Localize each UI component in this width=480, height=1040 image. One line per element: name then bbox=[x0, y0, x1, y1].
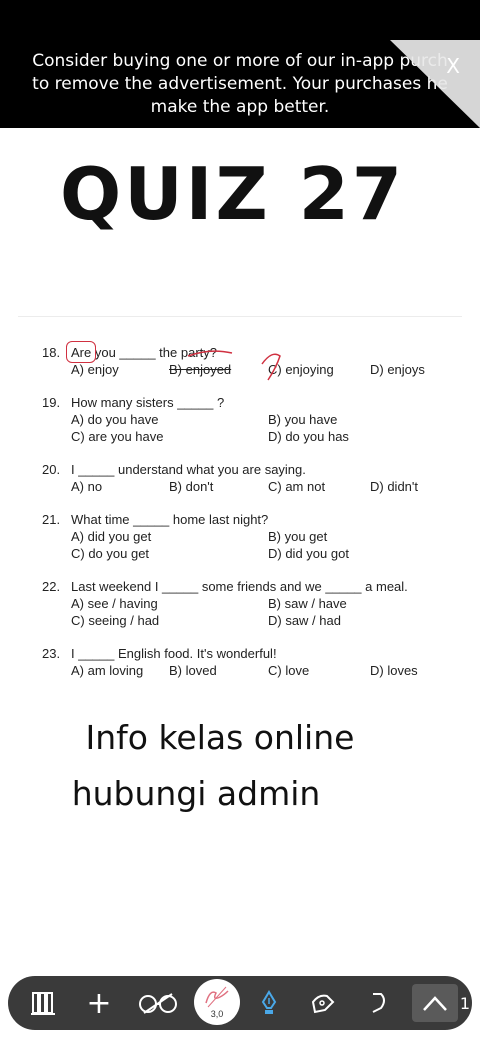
info-line-2: hubungi admin bbox=[71, 774, 321, 813]
question-22 bbox=[42, 579, 442, 628]
pen-size-label: 3,0 bbox=[210, 1009, 224, 1019]
option-c: C) enjoying bbox=[268, 362, 334, 377]
question-number: 23. bbox=[42, 646, 61, 661]
question-19 bbox=[42, 395, 442, 444]
chevron-up-button[interactable] bbox=[412, 984, 458, 1022]
ad-banner[interactable] bbox=[0, 40, 480, 128]
option-a: A) see / having bbox=[71, 596, 158, 611]
question-number: 20. bbox=[42, 462, 61, 477]
option-a: A) did you get bbox=[71, 529, 152, 544]
chevron-up-icon bbox=[412, 984, 458, 1022]
ad-close-corner[interactable] bbox=[390, 40, 480, 128]
question-number: 21. bbox=[42, 512, 61, 527]
info-line-1: Info kelas online bbox=[85, 718, 355, 757]
pen-size-button[interactable] bbox=[194, 979, 240, 1025]
question-21 bbox=[42, 512, 442, 561]
option-c: C) do you get bbox=[71, 546, 150, 561]
question-stem: I _____ understand what you are saying. bbox=[71, 462, 306, 477]
question-stem: How many sisters _____ ? bbox=[71, 395, 225, 410]
option-b: B) saw / have bbox=[268, 596, 347, 611]
question-stem: Last weekend I _____ some friends and we _____ a meal. bbox=[71, 579, 408, 594]
ad-text: Consider buying one or more of our in-app purch to remove the advertisement. Your purchases he make the app better. bbox=[32, 51, 448, 117]
add-icon[interactable]: + bbox=[86, 985, 112, 1021]
quiz-title: QUIZ 27 bbox=[60, 152, 405, 236]
option-d: D) did you got bbox=[268, 546, 349, 561]
option-d: D) do you has bbox=[268, 429, 349, 444]
ad-close-button[interactable]: X bbox=[446, 54, 460, 78]
option-c: C) are you have bbox=[71, 429, 164, 444]
option-a: A) am loving bbox=[71, 663, 144, 678]
question-stem: Are you _____ the party? bbox=[71, 345, 217, 360]
option-a: A) no bbox=[71, 479, 103, 494]
option-d: D) didn't bbox=[370, 479, 419, 494]
option-c: C) seeing / had bbox=[71, 613, 160, 628]
option-b: B) you get bbox=[268, 529, 328, 544]
option-b: B) enjoyed bbox=[169, 362, 232, 377]
library-icon[interactable] bbox=[26, 976, 60, 1030]
option-c: C) love bbox=[268, 663, 310, 678]
question-20 bbox=[42, 462, 442, 494]
option-d: D) enjoys bbox=[370, 362, 425, 377]
option-b: B) you have bbox=[268, 412, 338, 427]
question-stem: I _____ English food. It's wonderful! bbox=[71, 646, 277, 661]
option-c: C) am not bbox=[268, 479, 326, 494]
question-number: 18. bbox=[42, 345, 61, 360]
glasses-icon[interactable] bbox=[136, 976, 180, 1030]
option-b: B) don't bbox=[169, 479, 214, 494]
option-d: D) saw / had bbox=[268, 613, 341, 628]
question-stem: What time _____ home last night? bbox=[71, 512, 269, 527]
document-page bbox=[0, 128, 480, 1040]
question-number: 22. bbox=[42, 579, 61, 594]
question-number: 19. bbox=[42, 395, 61, 410]
fountain-pen-icon[interactable] bbox=[256, 976, 282, 1030]
option-d: D) loves bbox=[370, 663, 418, 678]
option-a: A) do you have bbox=[71, 412, 159, 427]
status-bar bbox=[0, 0, 480, 40]
option-b: B) loved bbox=[169, 663, 217, 678]
page-number: 1 bbox=[459, 993, 471, 1013]
option-a: A) enjoy bbox=[71, 362, 119, 377]
pointer-icon[interactable] bbox=[306, 976, 340, 1030]
bottom-toolbar bbox=[8, 976, 472, 1030]
undo-icon[interactable] bbox=[364, 976, 392, 1030]
question-23 bbox=[42, 646, 442, 678]
